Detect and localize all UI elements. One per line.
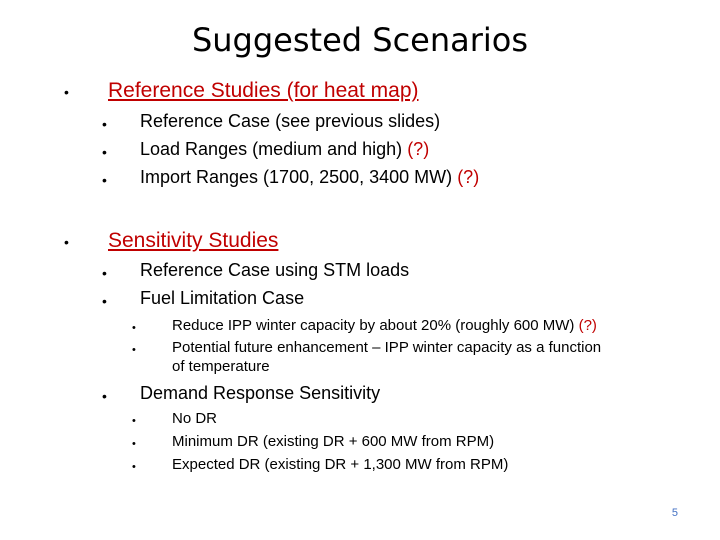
page-number: 5: [671, 507, 678, 519]
slide-title: Suggested Scenarios: [191, 21, 529, 59]
bullet: •: [102, 293, 107, 309]
bullet: •: [132, 415, 136, 427]
sub-list-item: No DR: [172, 410, 218, 427]
bullet: •: [132, 438, 136, 450]
bullet: •: [64, 84, 69, 100]
sub-list-item-text: Reduce IPP winter capacity by about 20% (roughly 600 MW): [172, 317, 575, 334]
list-item: [140, 111, 440, 132]
bullet: •: [132, 322, 136, 334]
sub-list-item: Minimum DR (existing DR + 600 MW from RPM): [172, 433, 495, 450]
bullet: •: [102, 172, 107, 188]
list-item: Fuel Limitation Case: [140, 288, 305, 308]
list-item: [140, 139, 429, 160]
bullet: •: [132, 461, 136, 473]
list-item-text: Load Ranges (medium and high): [140, 139, 403, 159]
sub-list-item: [172, 317, 597, 334]
bullet: •: [132, 344, 136, 356]
question-note: (?): [578, 317, 597, 334]
list-item-text: Reference Case (see previous slides): [140, 111, 441, 131]
list-item: [140, 167, 479, 188]
list-item: Demand Response Sensitivity: [140, 383, 381, 403]
sub-list-item-continuation: of temperature: [172, 358, 270, 375]
bullet: •: [102, 116, 107, 132]
question-note: (?): [407, 139, 430, 159]
list-item-text: Import Ranges (1700, 2500, 3400 MW): [140, 167, 453, 187]
sub-list-item: Potential future enhancement – IPP winter capacity as a function: [172, 339, 602, 356]
bullet: •: [102, 144, 107, 160]
section-heading: Sensitivity Studies: [108, 229, 279, 252]
question-note: (?): [457, 167, 480, 187]
bullet: •: [102, 388, 107, 404]
bullet: •: [102, 265, 107, 281]
sub-list-item: Expected DR (existing DR + 1,300 MW from RPM): [172, 456, 509, 473]
section-heading: Reference Studies (for heat map): [108, 79, 419, 102]
list-item: Reference Case using STM loads: [140, 260, 410, 280]
bullet: •: [64, 234, 69, 250]
